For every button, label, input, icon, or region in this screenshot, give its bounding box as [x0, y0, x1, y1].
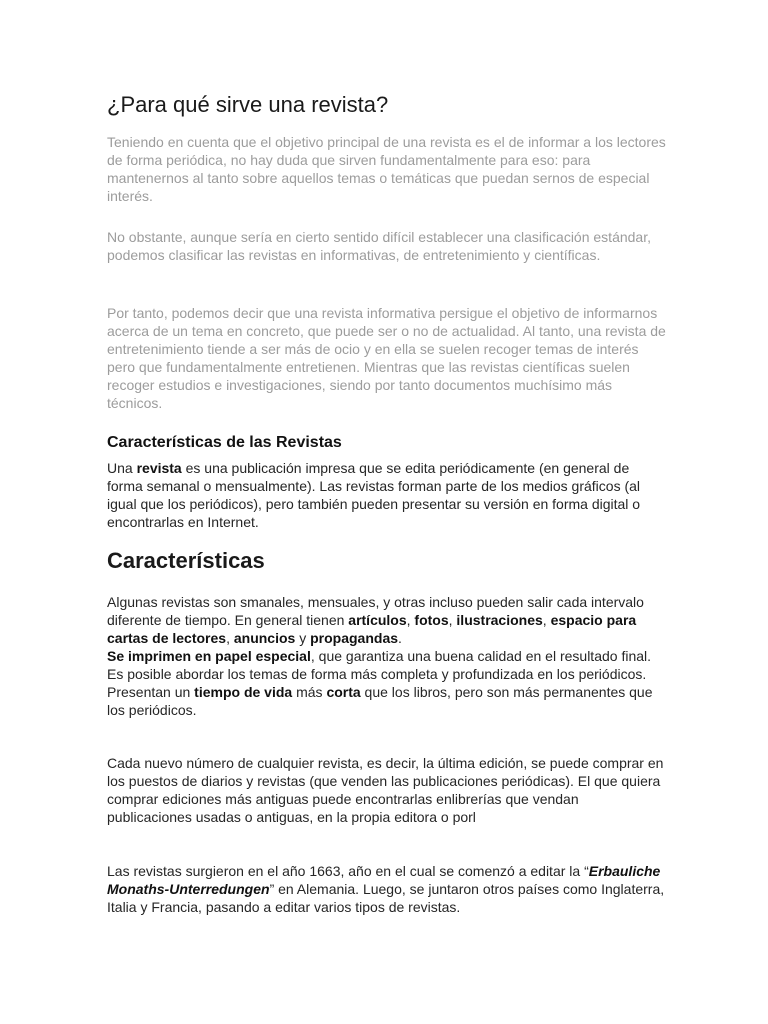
- bold-term: corta: [326, 684, 361, 700]
- text-part: Las revistas surgieron en el año 1663, año en el cual se comenzó a editar la “: [107, 863, 589, 879]
- text-part: ,: [542, 612, 551, 628]
- publication-title: Erbauliche Monaths-Unterredungen: [107, 863, 661, 897]
- text-part: ” en Alemania. Luego, se juntaron otros países como Inglaterra, Italia y Francia, pasando a editar varios tipos de revistas.: [107, 881, 665, 915]
- bold-term: anuncios: [233, 630, 296, 646]
- characteristics-paragraph: [107, 593, 667, 719]
- definition-text: [107, 459, 667, 531]
- text-part: .: [398, 630, 402, 646]
- characteristics-heading: Características: [107, 548, 265, 573]
- text-part: ,: [406, 612, 415, 628]
- purchase-paragraph: [107, 754, 667, 826]
- text-part: y: [295, 630, 311, 646]
- bold-term: artículos: [348, 612, 407, 628]
- bold-term: fotos: [414, 612, 449, 628]
- text-part: que los libros, pero son más permanentes que los periódicos.: [107, 684, 653, 718]
- bold-term: espacio para cartas de lectores: [107, 612, 637, 646]
- section-subheading: Características de las Revistas: [107, 434, 342, 451]
- intro-text-2: No obstante, aunque sería en cierto sentido difícil establecer una clasificación estándar, podemos clasificar las revistas en informativas, de entretenimiento y científicas.: [107, 229, 651, 263]
- text-part: , que garantiza una buena calidad en el resultado final. Es posible abordar los temas de forma más completa y profundizada en los periódicos. Presentan un: [107, 648, 652, 700]
- definition-bold-term: revista: [136, 460, 182, 476]
- intro-text-3: Por tanto, podemos decir que una revista informativa persigue el objetivo de informarnos acerca de un tema en concreto, que puede ser o no de actualidad. Al tanto, una revista de entretenimiento tiende a ser más de ocio y en ella se suelen recoger temas de interés pero que fundamentalmente entretienen. Mientras que las revistas científicas suelen recoger estudios e investigaciones, siendo por tanto documentos muchísimo más técnicos.: [107, 305, 666, 411]
- intro-text-1: Teniendo en cuenta que el objetivo principal de una revista es el de informar a los lectores de forma periódica, no hay duda que sirven fundamentalmente para eso: para mantenernos al tanto sobre aquellos temas o temáticas que puedan sernos de especial interés.: [107, 134, 666, 204]
- intro-paragraph-2: [107, 228, 667, 264]
- bold-term: Se imprimen en papel especial: [107, 648, 311, 664]
- text-part: Algunas revistas son smanales, mensuales, y otras incluso pueden salir cada intervalo diferente de tiempo. En general tienen: [107, 594, 644, 628]
- intro-paragraph-3: [107, 304, 667, 412]
- text-part: ,: [226, 630, 234, 646]
- history-text: [107, 862, 667, 916]
- purchase-text: Cada nuevo número de cualquier revista, es decir, la última edición, se puede comprar en los puestos de diarios y revistas (que venden las publicaciones periódicas). El que quiera comprar ediciones más antiguas puede encontrarlas enlibrerías que vendan publicaciones usadas o antiguas, en la propia editora o porl: [107, 755, 664, 825]
- intro-paragraph-1: [107, 133, 667, 205]
- definition-text-part: es una publicación impresa que se edita periódicamente (en general de forma semanal o mensualmente). Las revistas forman parte de los medios gráficos (al igual que los periódicos), pero también pueden presentar su versión en forma digital o encontrarlas en Internet.: [107, 460, 641, 530]
- page-title: ¿Para qué sirve una revista?: [107, 92, 389, 117]
- definition-paragraph: [107, 459, 667, 531]
- history-paragraph: [107, 862, 667, 916]
- definition-text-part: Una: [107, 460, 137, 476]
- text-part: ,: [448, 612, 457, 628]
- bold-term: tiempo de vida: [194, 684, 293, 700]
- text-part: más: [292, 684, 327, 700]
- characteristics-text: [107, 593, 667, 719]
- bold-term: ilustraciones: [456, 612, 543, 628]
- bold-term: propagandas: [310, 630, 399, 646]
